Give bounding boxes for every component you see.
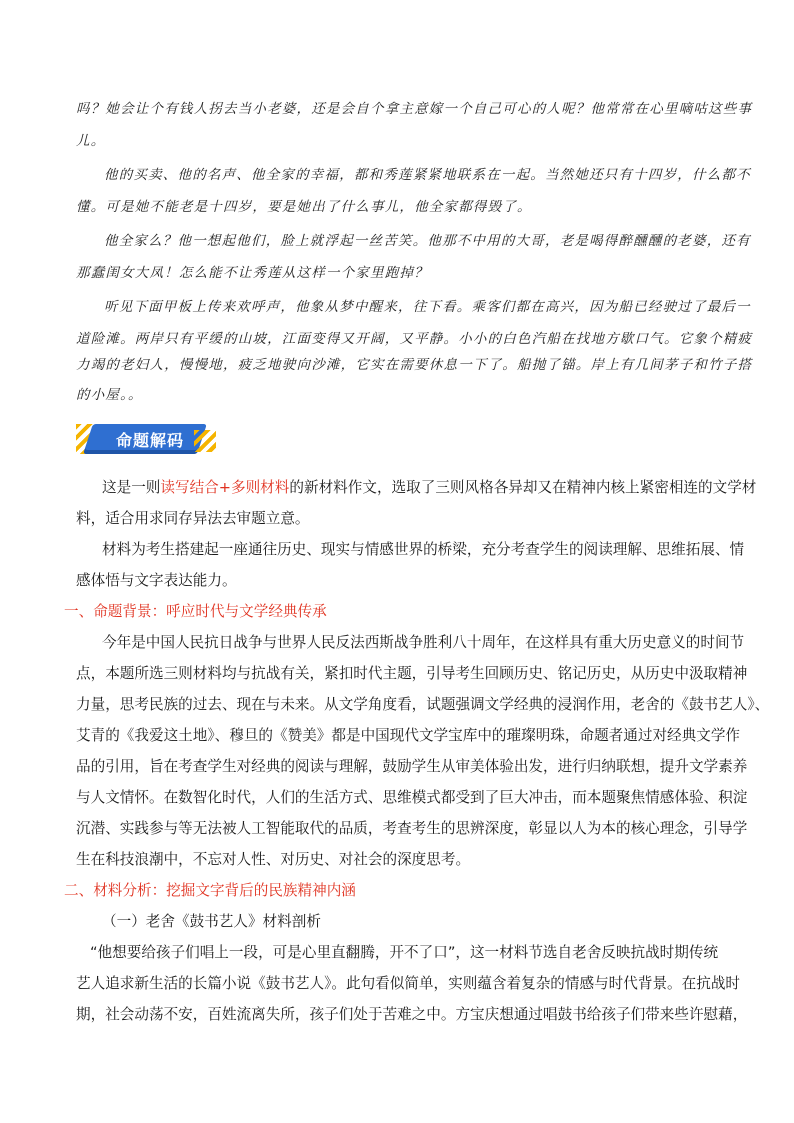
banner-title: 命题解码 — [115, 433, 184, 450]
handwritten-line: 他全家么？他一想起他们，脸上就浮起一丝苦笑。他那不中用的大哥，老是喝得醉醺醺的老婆，还有 — [104, 233, 751, 249]
body-line: 力量，思考民族的过去、现在与未来。从文学角度看，试题强调文学经典的浸润作用，老舍的《鼓书艺人》、 — [76, 696, 770, 713]
handwritten-line: 儿。 — [76, 133, 106, 149]
handwritten-line: 他的买卖、他的名声、他全家的幸福，都和秀莲紧紧地联系在一起。当然她还只有十四岁，什么都不 — [104, 167, 751, 183]
handwritten-line: 听见下面甲板上传来欢呼声，他象从梦中醒来，往下看。乘客们都在高兴，因为船已经驶过了最后一 — [104, 299, 751, 315]
body-line: 期，社会动荡不安，百姓流离失所，孩子们处于苦难之中。方宝庆想通过唱鼓书给孩子们带来些许慰藉， — [76, 1006, 748, 1023]
intro-line: 料，适合用求同存异法去审题立意。 — [76, 510, 310, 527]
body-line: 艺人追求新生活的长篇小说《鼓书艺人》。此句看似简单，实则蕴含着复杂的情感与时代背景。在抗战时 — [76, 975, 741, 992]
handwritten-line: 那蠢闺女大凤！怎么能不让秀莲从这样一个家里跑掉？ — [76, 265, 429, 281]
body-line: 今年是中国人民抗日战争与世界人民反法西斯战争胜利八十周年，在这样具有重大历史意义的时间节 — [102, 634, 745, 651]
handwritten-line: 力竭的老妇人，慢慢地，疲乏地驶向沙滩，它实在需要休息一下了。船抛了锚。岸上有几间茅子和竹子搭 — [76, 357, 753, 373]
body-line: 沉潜、实践参与等无法被人工智能取代的品质，考查考生的思辨深度，彰显以人为本的核心理念，引导学 — [76, 820, 748, 837]
section-heading-analysis: 二、材料分析：挖掘文字背后的民族精神内涵 — [64, 882, 356, 899]
intro-line — [102, 478, 757, 498]
body-line: “他想要给孩子们唱上一段，可是心里直翻腾，开不了口”，这一材料节选自老舍反映抗战时期传统 — [90, 944, 719, 961]
section-heading-background: 一、命题背景：呼应时代与文学经典传承 — [64, 603, 327, 620]
intro-text: 这是一则 — [102, 479, 161, 496]
body-line: 品的引用，旨在考查学生对经典的阅读与理解，鼓励学生从审美体验出发，进行归纳联想，提升文学素养 — [76, 758, 748, 775]
subsection-heading: （一）老舍《鼓书艺人》材料剖析 — [102, 913, 321, 930]
handwritten-line: 懂。可是她不能老是十四岁，要是她出了什么事儿，他全家都得毁了。 — [76, 199, 532, 215]
handwritten-line: 的小屋。。 — [76, 387, 143, 403]
intro-highlight: 读写结合+多则材料 — [160, 479, 290, 496]
body-line: 生在科技浪潮中，不忘对人性、对历史、对社会的深度思考。 — [76, 851, 471, 868]
intro-text: 的新材料作文，选取了三则风格各异却又在精神内核上紧密相连的文学材 — [289, 479, 757, 496]
intro-line: 感体悟与文字表达能力。 — [76, 572, 237, 589]
body-line: 艾青的《我爱这土地》、穆旦的《赞美》都是中国现代文学宝库中的璀璨明珠，命题者通过对经典文学作 — [76, 727, 741, 744]
section-banner — [76, 420, 216, 458]
body-line: 点，本题所选三则材料均与抗战有关，紧扣时代主题，引导考生回顾历史、铭记历史，从历史中汲取精神 — [76, 665, 748, 682]
handwritten-line: 道险滩。两岸只有平缓的山坡，江面变得又开阔，又平静。小小的白色汽船在找地方歇口气。它象个精疲 — [76, 331, 753, 347]
handwritten-line: 吗？她会让个有钱人拐去当小老婆，还是会自个拿主意嫁一个自己可心的人呢？他常常在心里嘀咕这些事 — [76, 101, 753, 117]
intro-line: 材料为考生搭建起一座通往历史、现实与情感世界的桥梁，充分考查学生的阅读理解、思维拓展、情 — [102, 541, 745, 558]
body-line: 与人文情怀。在数智化时代，人们的生活方式、思维模式都受到了巨大冲击，而本题聚焦情感体验、积淀 — [76, 789, 748, 806]
